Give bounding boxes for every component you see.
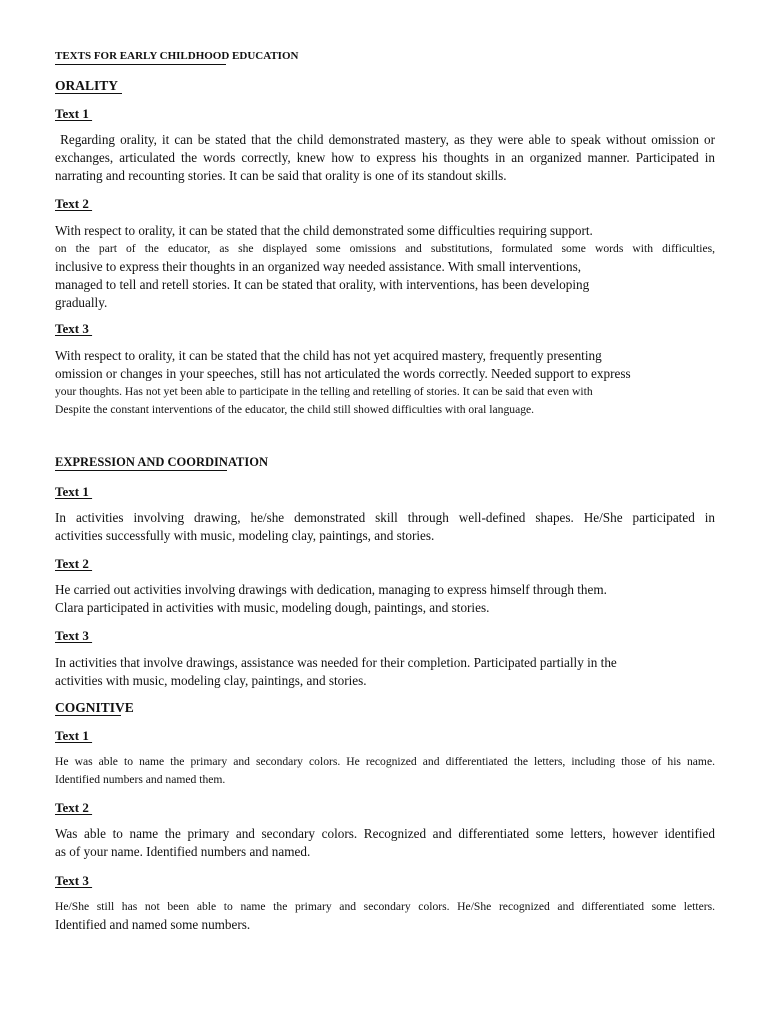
paragraph-line: He carried out activities involving drawings with dedication, managing to express himself through them. [55,582,607,597]
orality-text-1-label: Text 1 [55,106,93,121]
paragraph-line: In activities that involve drawings, assistance was needed for their completion. Participated partially in the [55,655,617,670]
paragraph-line: exchanges, articulated the words correctly, knew how to express his thoughts in an organized manner. Participated in [55,150,715,165]
document-title: TEXTS FOR EARLY CHILDHOOD EDUCATION [55,50,299,62]
paragraph-line: on the part of the educator, as she displayed some omissions and substitutions, formulated some words with difficulties, [55,242,715,255]
cognitive-text-2-label: Text 2 [55,800,93,815]
expression-text-1-paragraph [55,509,715,545]
section-heading-expression: EXPRESSION AND COORDINATION [55,455,268,469]
expression-text-2-label: Text 2 [55,556,93,571]
paragraph-line: He was able to name the primary and secondary colors. He recognized and differentiated the letters, including those of his name. [55,755,715,768]
section-heading-orality: ORALITY [55,78,119,93]
orality-text-1-paragraph [55,131,715,185]
paragraph-line: as of your name. Identified numbers and named. [55,844,311,859]
expression-text-2-paragraph [55,581,715,617]
expression-text-3-label: Text 3 [55,628,93,643]
section-underline-expression [55,470,227,471]
paragraph-line: Clara participated in activities with music, modeling dough, paintings, and stories. [55,600,490,615]
paragraph-line: He/She still has not been able to name the primary and secondary colors. He/She recognized and differentiated some letters. [55,900,715,913]
cognitive-text-2-paragraph [55,825,715,861]
paragraph-line: activities with music, modeling clay, paintings, and stories. [55,673,367,688]
cognitive-text-3-paragraph [55,898,715,934]
paragraph-line: inclusive to express their thoughts in an organized way needed assistance. With small interventions, [55,259,581,274]
cognitive-text-1-label: Text 1 [55,728,93,743]
paragraph-line: Identified numbers and named them. [55,773,226,786]
paragraph-line: narrating and recounting stories. It can be said that orality is one of its standout skills. [55,168,507,183]
orality-text-3-label: Text 3 [55,321,93,336]
title-underline [55,64,226,65]
orality-text-3-paragraph [55,347,715,419]
paragraph-line: Identified and named some numbers. [55,917,251,932]
paragraph-line: With respect to orality, it can be stated that the child has not yet acquired mastery, frequently presenting [55,348,602,363]
orality-text-2-paragraph [55,222,715,312]
paragraph-line: Regarding orality, it can be stated that the child demonstrated mastery, as they were able to speak without omission or [55,132,715,147]
paragraph-line: Was able to name the primary and secondary colors. Recognized and differentiated some letters, however identified [55,826,715,841]
paragraph-line: activities successfully with music, modeling clay, paintings, and stories. [55,528,435,543]
section-heading-cognitive: COGNITIVE [55,700,134,715]
section-underline-cognitive [55,715,121,716]
paragraph-line: managed to tell and retell stories. It can be stated that orality, with interventions, has been developing [55,277,590,292]
section-underline-orality [55,93,122,94]
paragraph-line: omission or changes in your speeches, still has not articulated the words correctly. Needed support to express [55,366,631,381]
cognitive-text-1-paragraph [55,753,715,789]
paragraph-line: gradually. [55,295,108,310]
paragraph-line: In activities involving drawing, he/she demonstrated skill through well-defined shapes. He/She participated in [55,510,715,525]
cognitive-text-3-label: Text 3 [55,873,93,888]
expression-text-3-paragraph [55,654,715,690]
paragraph-line: With respect to orality, it can be stated that the child demonstrated some difficulties requiring support. [55,223,593,238]
paragraph-line: Despite the constant interventions of the educator, the child still showed difficulties with oral language. [55,403,535,416]
orality-text-2-label: Text 2 [55,196,93,211]
expression-text-1-label: Text 1 [55,484,93,499]
paragraph-line: your thoughts. Has not yet been able to participate in the telling and retelling of stories. It can be said that even with [55,385,593,398]
